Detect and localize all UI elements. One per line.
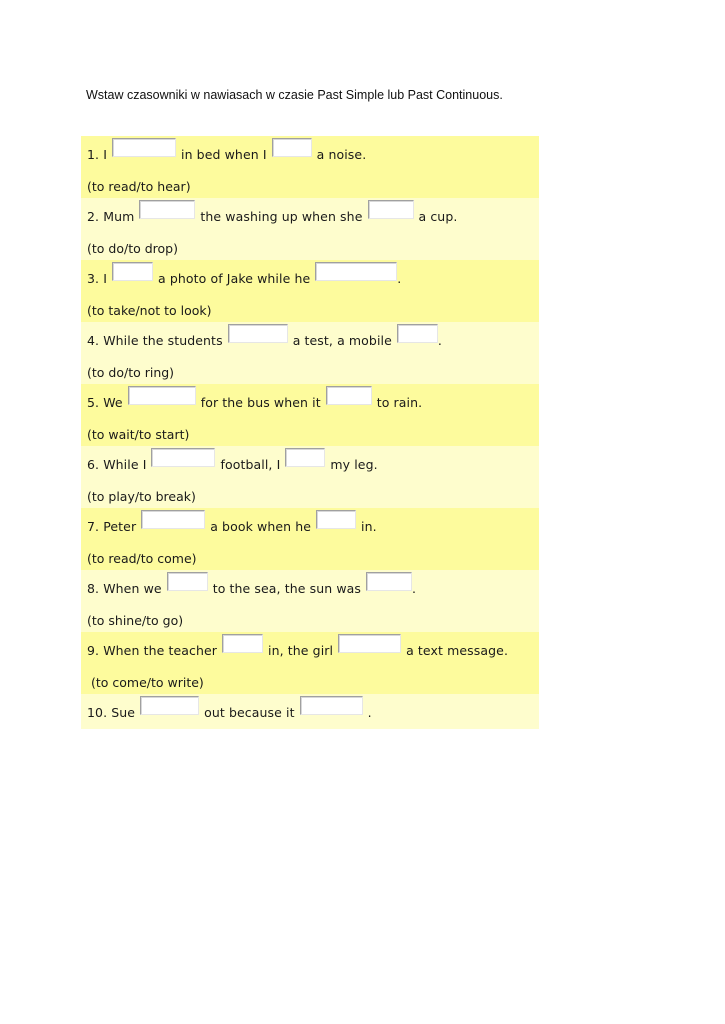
instruction-text: Wstaw czasowniki w nawiasach w czasie Past Simple lub Past Continuous. [86, 88, 503, 102]
answer-field-2[interactable] [272, 138, 312, 157]
answer-field-2[interactable] [300, 696, 363, 715]
answer-field-2[interactable] [338, 634, 401, 653]
item-end-text: . [437, 333, 442, 348]
answer-field-2[interactable] [326, 386, 372, 405]
answer-field-2[interactable] [316, 510, 356, 529]
answer-field-1[interactable] [128, 386, 196, 405]
item-number-text: 2. Mum [87, 209, 135, 224]
item-middle-text: a book when he [210, 519, 312, 534]
exercise-table [81, 136, 539, 729]
answer-field-1[interactable] [112, 138, 176, 157]
verb-hint: (to do/to ring) [87, 365, 175, 380]
item-middle-text: out because it [204, 705, 295, 720]
item-end-text: my leg. [330, 457, 378, 472]
item-middle-text: for the bus when it [200, 395, 321, 410]
answer-field-1[interactable] [141, 510, 205, 529]
item-end-text: to rain. [376, 395, 423, 410]
item-middle-text: in, the girl [268, 643, 334, 658]
item-middle-text: football, I [220, 457, 281, 472]
item-end-text: in. [361, 519, 377, 534]
item-number-text: 1. I [87, 147, 107, 162]
item-end-text: a cup. [418, 209, 458, 224]
item-number-text: 4. While the students [87, 333, 223, 348]
verb-hint: (to read/to come) [87, 551, 197, 566]
item-middle-text: in bed when I [181, 147, 267, 162]
exercise-item [81, 136, 539, 198]
exercise-item [81, 322, 539, 384]
exercise-item [81, 384, 539, 446]
verb-hint: (to shine/to go) [87, 613, 184, 628]
answer-field-2[interactable] [366, 572, 412, 591]
exercise-item [81, 260, 539, 322]
verb-hint: (to read/to hear) [87, 179, 191, 194]
verb-hint: (to play/to break) [87, 489, 196, 504]
exercise-item [81, 508, 539, 570]
verb-hint: (to come/to write) [87, 675, 204, 690]
item-number-text: 3. I [87, 271, 107, 286]
item-end-text: . [367, 705, 372, 720]
item-end-text: a noise. [316, 147, 367, 162]
item-number-text: 8. When we [87, 581, 162, 596]
item-number-text: 5. We [87, 395, 123, 410]
answer-field-1[interactable] [151, 448, 215, 467]
answer-field-1[interactable] [228, 324, 288, 343]
item-number-text: 9. When the teacher [87, 643, 218, 658]
answer-field-2[interactable] [285, 448, 325, 467]
answer-field-1[interactable] [112, 262, 153, 281]
item-number-text: 7. Peter [87, 519, 137, 534]
verb-hint: (to take/not to look) [87, 303, 212, 318]
item-middle-text: to the sea, the sun was [212, 581, 362, 596]
item-end-text: . [412, 581, 417, 596]
exercise-item [81, 198, 539, 260]
exercise-item [81, 570, 539, 632]
item-end-text: a text message. [406, 643, 509, 658]
item-end-text: . [397, 271, 402, 286]
item-middle-text: a test, a mobile [292, 333, 392, 348]
answer-field-1[interactable] [139, 200, 195, 219]
answer-field-2[interactable] [368, 200, 414, 219]
verb-hint: (to wait/to start) [87, 427, 190, 442]
exercise-item [81, 694, 539, 729]
answer-field-1[interactable] [167, 572, 208, 591]
answer-field-1[interactable] [140, 696, 199, 715]
answer-field-2[interactable] [397, 324, 438, 343]
item-number-text: 10. Sue [87, 705, 136, 720]
answer-field-2[interactable] [315, 262, 397, 281]
item-middle-text: a photo of Jake while he [158, 271, 311, 286]
item-middle-text: the washing up when she [200, 209, 363, 224]
verb-hint: (to do/to drop) [87, 241, 178, 256]
item-number-text: 6. While I [87, 457, 147, 472]
exercise-item [81, 446, 539, 508]
answer-field-1[interactable] [222, 634, 263, 653]
exercise-item [81, 632, 539, 694]
